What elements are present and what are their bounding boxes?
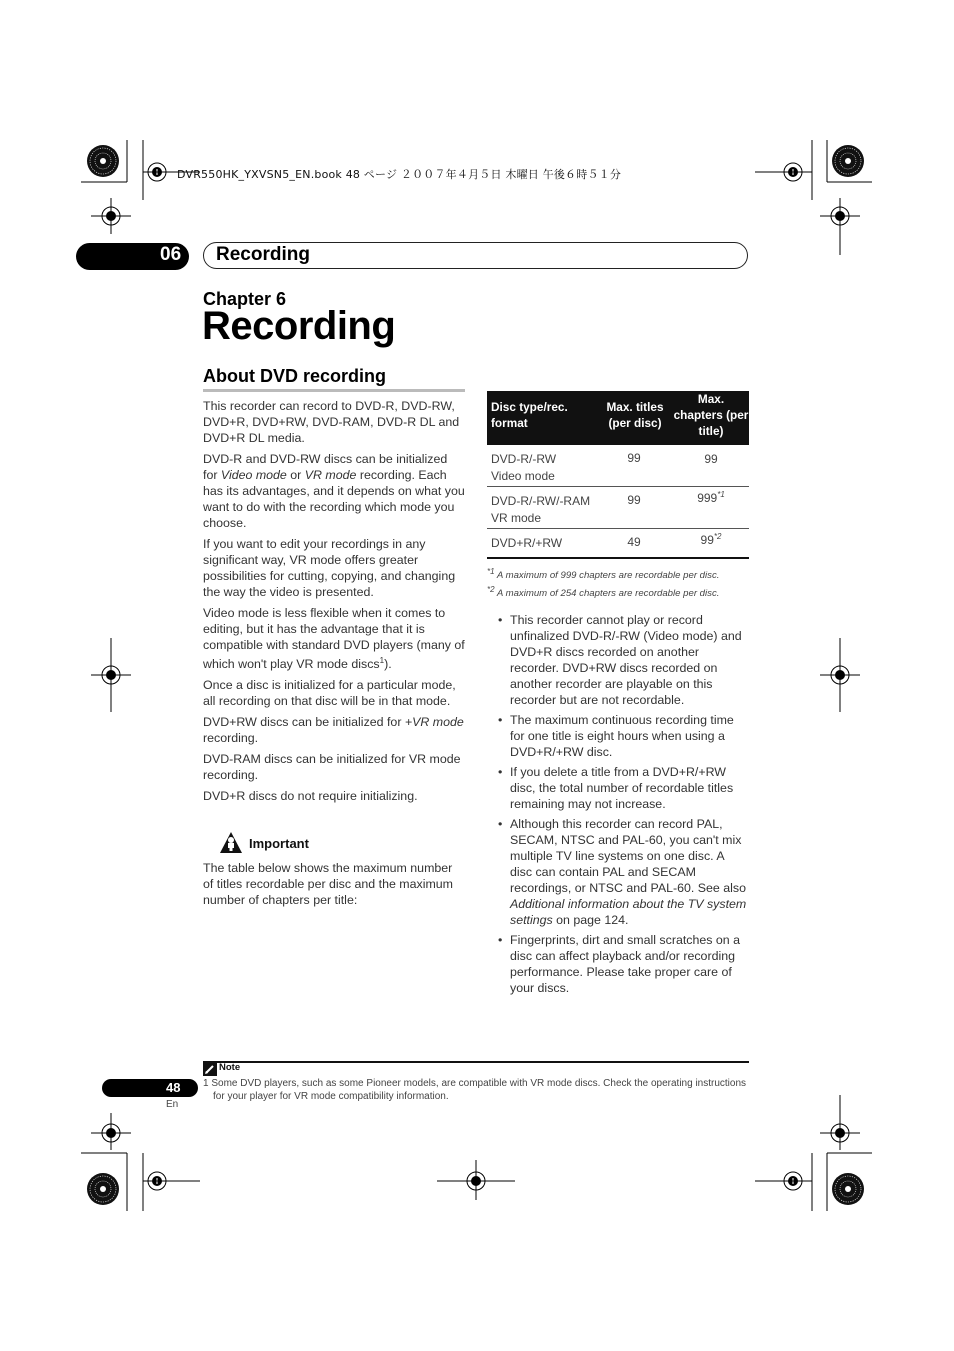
table-cell: 99$^{*2}$ [700,532,722,547]
paragraph: Video mode is less flexible when it comes to editing, but it has the advantage that it is compatible with standard DVD players (many of which won't play VR mode discs$^1$). [203,606,465,672]
table-cell: 999$^{*1}$ [697,490,725,505]
important-text [203,860,465,913]
cross-reference-link[interactable]: Additional information about the TV system settings [510,897,747,927]
table-cell: DVD-R/-RW/-RAM [491,494,591,508]
registration-star-icon [832,1173,864,1205]
table-cell: Video mode [491,469,555,483]
table-cell: 99 [704,452,718,466]
table-cell: 99 [627,493,641,507]
paragraph: If you want to edit your recordings in any significant way, VR mode offers greater possibilities for cutting, copying, and changing the way the video is presented. [203,537,456,599]
chapter-number: 06 [160,244,182,265]
registration-star-icon [87,1173,119,1205]
paragraph: The table below shows the maximum number of titles recordable per disc and the maximum number of chapters per title: [203,861,453,907]
table-row [487,529,749,559]
about-body [203,398,465,809]
disc-capacity-table [487,391,749,559]
page-number: 48 [166,1080,181,1095]
footnote-ref[interactable]: 1 [379,656,385,665]
paragraph: DVD+R discs do not require initializing. [203,789,418,804]
list-item: • Although this recorder can record PAL, SECAM, NTSC and PAL-60, you can't mix multiple TV line systems on one disc. A disc can contain PAL and SECAM recordings, or NTSC and PAL-60. See also Additional information about the TV system settings on page 124. [487,816,749,928]
table-header-row [487,391,749,445]
notes-bullet-list [487,612,749,1000]
list-item: • Fingerprints, dirt and small scratches on a disc can affect playback and/or recording performance. Please take proper care of your discs. [487,932,749,996]
list-item: • The maximum continuous recording time for one title is eight hours when using a DVD+R/+RW disc. [487,712,749,760]
column-header: Disc type/rec. format [491,400,568,430]
paragraph: Once a disc is initialized for a particular mode, all recording on that disc will be in that mode. [203,678,456,709]
paragraph: This recorder can record to DVD-R, DVD-RW, DVD+R, DVD+RW, DVD-RAM, DVD-R DL and DVD+R DL media. [203,399,460,445]
section-header-title: Recording [216,244,310,265]
warning-icon [219,831,243,855]
table-cell: DVD+R/+RW [491,536,563,550]
page-title: Recording [202,304,396,348]
note-pencil-icon [203,1063,217,1076]
table-row [487,487,749,529]
list-item: • If you delete a title from a DVD+R/+RW disc, the total number of recordable titles remaining may not increase. [487,764,749,812]
important-label: Important [249,836,309,851]
registration-star-icon [832,145,864,177]
table-cell: 49 [627,535,641,549]
about-heading: About DVD recording [203,366,386,386]
paragraph: DVD-R and DVD-RW discs can be initialized for Video mode or VR mode recording. Each has its advantages, and it depends on what you want to do with the recording which mode you choose. [203,452,465,530]
column-header: Max. titles (per disc) [606,400,664,430]
table-cell: VR mode [491,511,542,525]
list-item: • This recorder cannot play or record unfinalized DVD-R/-RW (Video mode) and DVD+R discs recorded on another recorder. DVD+RW discs recorded on another recorder are playable on this recorder but are not recordable. [487,612,749,708]
note-text: 1 Some DVD players, such as some Pioneer models, are compatible with VR mode discs. Check the operating instructions for your player for VR mode compatibility information. [203,1078,747,1102]
page-number-tab [102,1079,198,1097]
column-header: Max. chapters (per title) [673,392,749,438]
note-label: Note [219,1062,241,1073]
chapter-label: Chapter 6 [203,289,287,309]
heading-underline [203,389,465,392]
registration-star-icon [87,145,119,177]
page-language: En [166,1099,179,1110]
table-row [487,445,749,487]
table-cell: 99 [627,451,641,465]
paragraph: DVD+RW discs can be initialized for +VR mode recording. [203,715,464,746]
table-footnote: $^{*1}$ A maximum of 999 chapters are recordable per disc. [487,567,720,582]
book-filename-line: DVR550HK_YXVSN5_EN.book 48 ページ ２００７年４月５日 木曜日 午後６時５１分 [177,168,622,181]
paragraph: DVD-RAM discs can be initialized for VR mode recording. [203,752,461,783]
note-divider [203,1061,749,1063]
table-footnote: $^{*2}$ A maximum of 254 chapters are recordable per disc. [487,585,720,600]
table-cell: DVD-R/-RW [491,452,557,466]
